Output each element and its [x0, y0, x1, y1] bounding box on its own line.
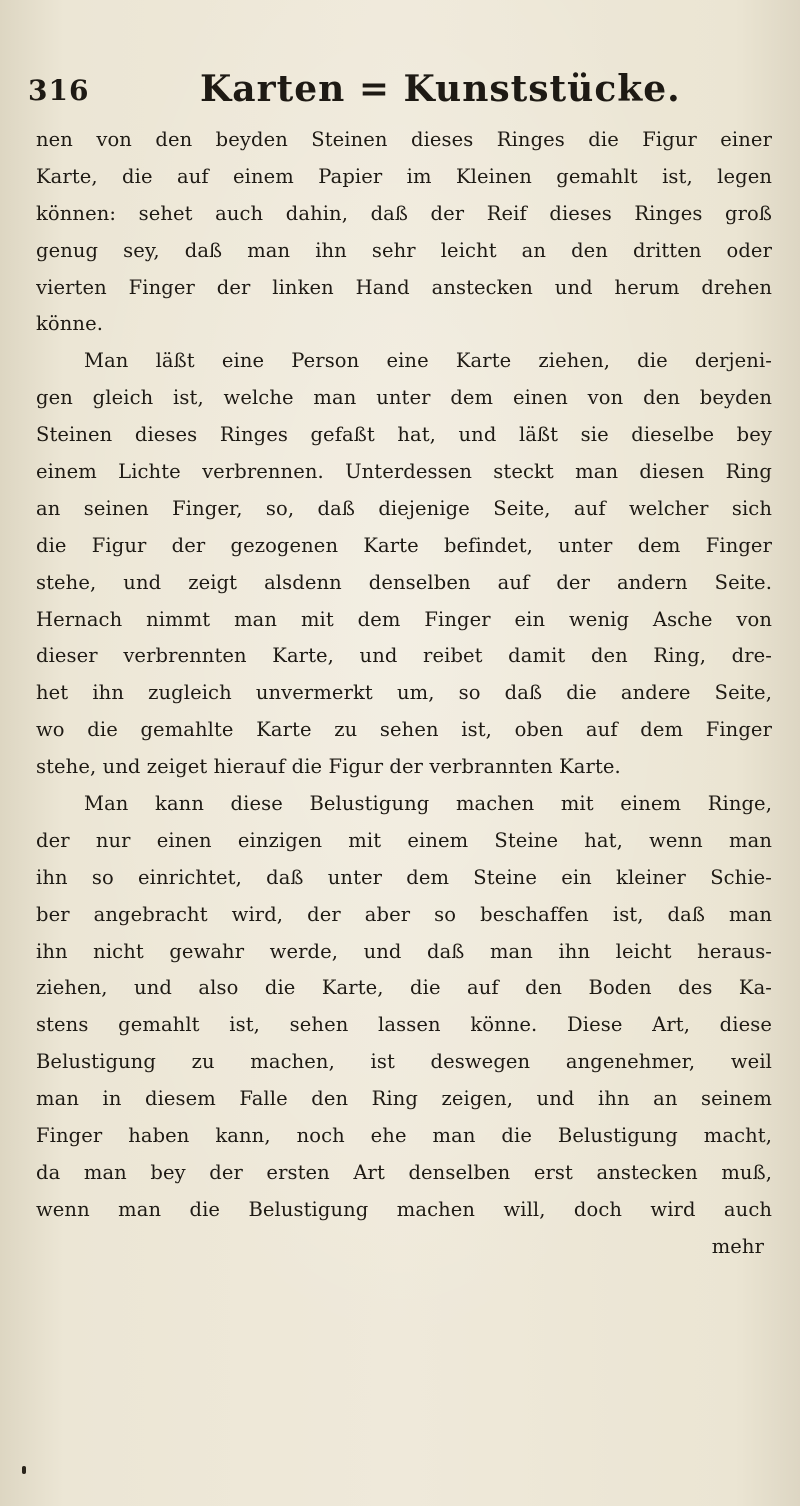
text-line: ihn so einrichtet, daß unter dem Steine ein kleiner Schie- — [36, 865, 772, 889]
text-line: dieser verbrennten Karte, und reibet damit den Ring, dre- — [36, 644, 772, 668]
text-line: können: sehet auch dahin, daß der Reif dieses Ringes groß — [36, 201, 772, 225]
text-line: wenn man die Belustigung machen will, doch wird auch — [36, 1197, 772, 1221]
text-line: der nur einen einzigen mit einem Steine hat, wenn man — [36, 828, 772, 852]
text-line: vierten Finger der linken Hand anstecken und herum drehen — [36, 275, 772, 299]
text-line: die Figur der gezogenen Karte befindet, unter dem Finger — [36, 533, 772, 557]
running-head: Karten = Kunststücke. — [200, 68, 681, 110]
catchword: mehr — [711, 1234, 764, 1258]
paragraph-start-line: Man läßt eine Person eine Karte ziehen, die derjeni- — [84, 349, 772, 373]
text-line: ber angebracht wird, der aber so beschaffen ist, daß man — [36, 902, 772, 926]
text-line: Karte, die auf einem Papier im Kleinen gemahlt ist, legen — [36, 164, 772, 188]
text-line: wo die gemahlte Karte zu sehen ist, oben auf dem Finger — [36, 718, 772, 742]
text-line: Steinen dieses Ringes gefaßt hat, und läßt sie dieselbe bey — [36, 423, 772, 447]
text-line: man in diesem Falle den Ring zeigen, und ihn an seinem — [36, 1087, 772, 1111]
text-line: stehe, und zeigt alsdenn denselben auf der andern Seite. — [36, 570, 772, 594]
text-line: an seinen Finger, so, daß diejenige Seite, auf welcher sich — [36, 496, 772, 520]
text-line: ziehen, und also die Karte, die auf den Boden des Ka- — [36, 976, 772, 1000]
page-header — [28, 68, 768, 114]
text-line: het ihn zugleich unvermerkt um, so daß die andere Seite, — [36, 681, 772, 705]
text-line: stens gemahlt ist, sehen lassen könne. Diese Art, diese — [36, 1013, 772, 1037]
text-line: stehe, und zeiget hierauf die Figur der verbrannten Karte. — [36, 755, 621, 779]
text-line: Hernach nimmt man mit dem Finger ein wenig Asche von — [36, 607, 772, 631]
paragraph-start-line: Man kann diese Belustigung machen mit einem Ringe, — [84, 792, 772, 816]
text-line: Finger haben kann, noch ehe man die Belustigung macht, — [36, 1124, 772, 1148]
body-text — [36, 122, 772, 1266]
ink-speck — [22, 1466, 26, 1474]
text-line: ihn nicht gewahr werde, und daß man ihn leicht heraus- — [36, 939, 772, 963]
text-line: Belustigung zu machen, ist deswegen angenehmer, weil — [36, 1050, 772, 1074]
text-line: genug sey, daß man ihn sehr leicht an den dritten oder — [36, 238, 772, 262]
text-line: einem Lichte verbrennen. Unterdessen steckt man diesen Ring — [36, 460, 772, 484]
text-line: nen von den beyden Steinen dieses Ringes die Figur einer — [36, 128, 772, 151]
text-line: da man bey der ersten Art denselben erst anstecken muß, — [36, 1160, 772, 1184]
page-number: 316 — [28, 74, 90, 107]
text-line: gen gleich ist, welche man unter dem einen von den beyden — [36, 386, 772, 410]
text-line: könne. — [36, 312, 104, 336]
